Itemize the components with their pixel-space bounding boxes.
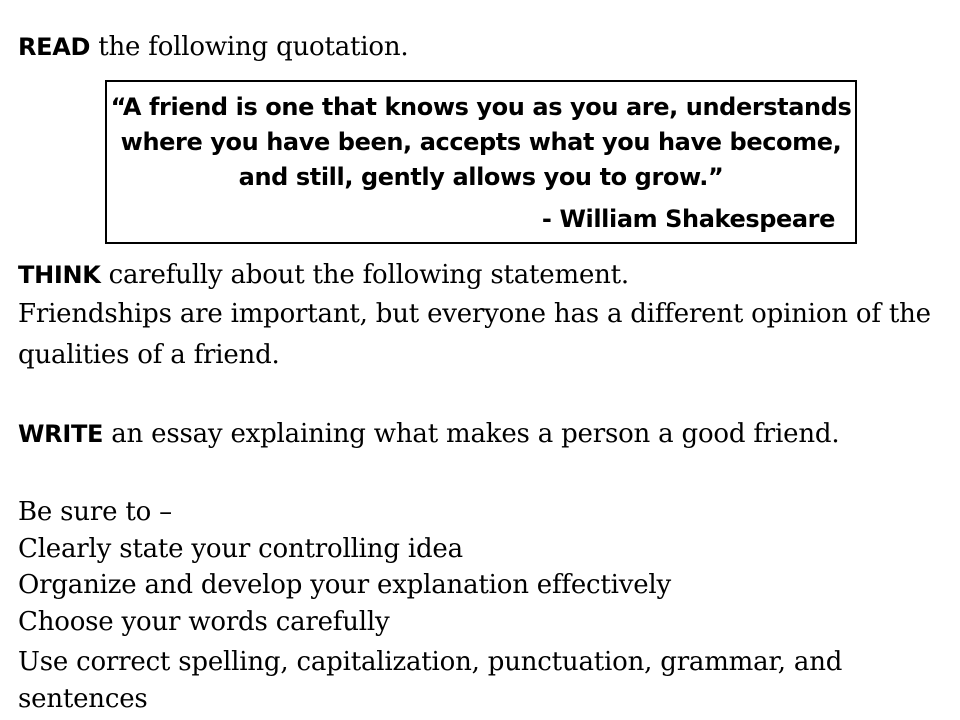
statement-line: Friendships are important, but everyone has a different opinion of the xyxy=(18,299,931,329)
write-keyword: WRITE xyxy=(18,420,104,448)
checklist-item: Use correct spelling, capitalization, punctuation, grammar, and xyxy=(18,647,843,677)
quotation-line: where you have been, accepts what you have become, xyxy=(120,128,842,156)
quotation-text xyxy=(107,90,855,195)
read-text: the following quotation. xyxy=(90,32,409,62)
checklist-item: Clearly state your controlling idea xyxy=(18,534,463,564)
think-instruction xyxy=(18,258,629,292)
quotation-line: and still, gently allows you to grow.” xyxy=(238,163,724,191)
quotation-attribution: - William Shakespeare xyxy=(541,205,835,233)
think-keyword: THINK xyxy=(18,261,101,289)
checklist-item: sentences xyxy=(18,684,148,714)
checklist-heading: Be sure to – xyxy=(18,497,172,527)
think-text: carefully about the following statement. xyxy=(100,260,629,290)
write-text: an essay explaining what makes a person a good friend. xyxy=(103,419,840,449)
write-instruction xyxy=(18,417,839,451)
quotation-box xyxy=(105,80,857,244)
read-instruction xyxy=(18,30,408,64)
quotation-line: “A friend is one that knows you as you are, understands xyxy=(110,93,852,121)
statement-line: qualities of a friend. xyxy=(18,340,280,370)
checklist-item: Organize and develop your explanation effectively xyxy=(18,570,672,600)
read-keyword: READ xyxy=(18,33,91,61)
checklist-item: Choose your words carefully xyxy=(18,607,390,637)
